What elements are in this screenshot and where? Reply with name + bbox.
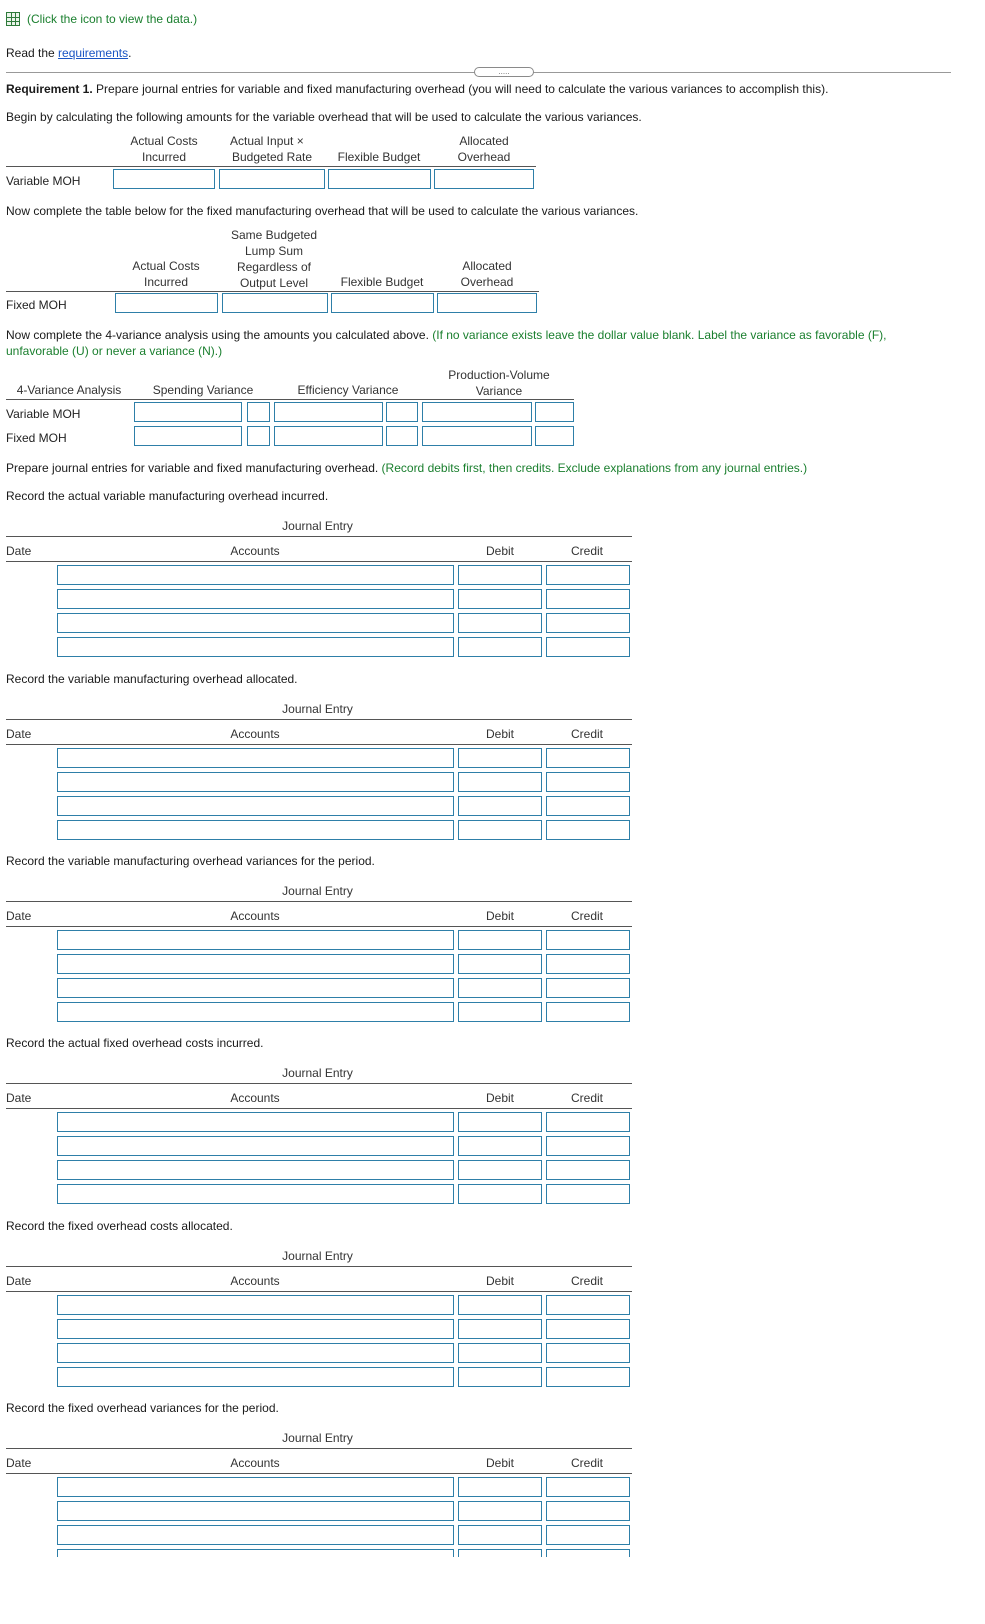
va-header-spending: Spending Variance	[152, 383, 254, 397]
journal-account-input[interactable]	[57, 930, 454, 950]
journal-account-input[interactable]	[57, 796, 454, 816]
journal-account-input[interactable]	[57, 978, 454, 998]
journal-credit-input[interactable]	[546, 1549, 630, 1557]
requirement-1-text: Prepare journal entries for variable and fixed manufacturing overhead (you will need to calculate the various variances to accomplish this).	[92, 82, 829, 96]
journal-instruction: Record the variable manufacturing overhead allocated.	[6, 672, 298, 686]
journal-account-input[interactable]	[57, 1501, 454, 1521]
va-var-spending-amount[interactable]	[134, 402, 242, 422]
journal-account-input[interactable]	[57, 589, 454, 609]
journal-credit-input[interactable]	[546, 930, 630, 950]
va-header-efficiency: Efficiency Variance	[297, 383, 399, 397]
journal-col-accounts: Accounts	[230, 727, 280, 741]
journal-debit-input[interactable]	[458, 1136, 542, 1156]
journal-credit-input[interactable]	[546, 1160, 630, 1180]
journal-col-accounts: Accounts	[230, 1091, 280, 1105]
va-fix-efficiency-amount[interactable]	[274, 426, 383, 446]
journal-account-input[interactable]	[57, 1343, 454, 1363]
journal-col-credit: Credit	[570, 727, 603, 741]
journal-account-input[interactable]	[57, 820, 454, 840]
variance-intro-text: Now complete the 4-variance analysis using the amounts you calculated above.	[6, 328, 429, 342]
fix-header-flex: Flexible Budget	[340, 275, 424, 289]
va-fix-efficiency-label[interactable]	[386, 426, 418, 446]
journal-account-input[interactable]	[57, 954, 454, 974]
journal-debit-input[interactable]	[458, 1184, 542, 1204]
journal-debit-input[interactable]	[458, 1367, 542, 1387]
journal-col-date: Date	[6, 1091, 32, 1105]
journal-credit-input[interactable]	[546, 1525, 630, 1545]
journal-credit-input[interactable]	[546, 565, 630, 585]
fix-header-alloc	[437, 258, 537, 290]
fix-header-actual-l1: Actual Costs	[132, 259, 200, 273]
va-row-variable-label: Variable MOH	[6, 407, 81, 421]
journal-entry-title: Journal Entry	[282, 702, 353, 716]
journal-account-input[interactable]	[57, 1002, 454, 1022]
var-actual-input[interactable]	[113, 169, 215, 189]
journal-credit-input[interactable]	[546, 637, 630, 657]
journal-title-rule	[6, 536, 632, 537]
journal-credit-input[interactable]	[546, 748, 630, 768]
journal-credit-input[interactable]	[546, 796, 630, 816]
journal-col-credit: Credit	[570, 544, 603, 558]
journal-debit-input[interactable]	[458, 978, 542, 998]
journal-debit-input[interactable]	[458, 1549, 542, 1557]
journal-col-debit: Debit	[485, 1456, 514, 1470]
journal-debit-input[interactable]	[458, 772, 542, 792]
var-header-actual-l2: Incurred	[141, 150, 187, 164]
journal-account-input[interactable]	[57, 1525, 454, 1545]
journal-entry-title: Journal Entry	[282, 1249, 353, 1263]
journal-entry-title: Journal Entry	[282, 1066, 353, 1080]
journal-col-debit: Debit	[485, 1274, 514, 1288]
journal-debit-input[interactable]	[458, 589, 542, 609]
var-header-actual	[115, 133, 213, 165]
fix-header-alloc-l2: Overhead	[460, 275, 514, 289]
read-requirements	[6, 46, 131, 60]
journal-credit-input[interactable]	[546, 1136, 630, 1156]
journal-debit-input[interactable]	[458, 1477, 542, 1497]
journal-title-rule	[6, 1266, 632, 1267]
journal-header-rule	[6, 1291, 632, 1292]
journal-account-input[interactable]	[57, 565, 454, 585]
journal-intro	[6, 461, 807, 475]
read-prefix: Read the	[6, 46, 59, 60]
var-header-input-l1: Actual Input ×	[230, 134, 304, 148]
journal-col-debit: Debit	[485, 909, 514, 923]
fix-header-same-l3: Regardless of	[236, 260, 312, 274]
va-fix-prod-amount[interactable]	[422, 426, 532, 446]
journal-debit-input[interactable]	[458, 930, 542, 950]
journal-col-debit: Debit	[485, 1091, 514, 1105]
journal-account-input[interactable]	[57, 1319, 454, 1339]
journal-debit-input[interactable]	[458, 1501, 542, 1521]
journal-header-rule	[6, 1108, 632, 1109]
va-header-rule	[6, 399, 574, 400]
journal-account-input[interactable]	[57, 1136, 454, 1156]
journal-credit-input[interactable]	[546, 1501, 630, 1521]
fix-header-same-l2: Lump Sum	[244, 244, 304, 258]
var-header-alloc	[434, 133, 534, 165]
fix-alloc-input[interactable]	[437, 293, 537, 313]
requirements-link[interactable]: requirements	[58, 46, 129, 60]
journal-credit-input[interactable]	[546, 820, 630, 840]
journal-col-accounts: Accounts	[230, 544, 280, 558]
journal-credit-input[interactable]	[546, 589, 630, 609]
journal-debit-input[interactable]	[458, 565, 542, 585]
journal-account-input[interactable]	[57, 1549, 454, 1557]
journal-debit-input[interactable]	[458, 1343, 542, 1363]
journal-header-rule	[6, 561, 632, 562]
journal-account-input[interactable]	[57, 1112, 454, 1132]
fix-lump-sum-input[interactable]	[222, 293, 328, 313]
var-flex-input[interactable]	[328, 169, 431, 189]
fix-header-rule	[6, 291, 539, 292]
top-cut-text	[6, 0, 9, 5]
journal-title-rule	[6, 1448, 632, 1449]
va-fix-spending-amount[interactable]	[134, 426, 242, 446]
journal-account-input[interactable]	[57, 1160, 454, 1180]
va-header-title: 4-Variance Analysis	[16, 383, 122, 397]
journal-debit-input[interactable]	[458, 1295, 542, 1315]
journal-debit-input[interactable]	[458, 613, 542, 633]
fix-header-actual-l2: Incurred	[143, 275, 189, 289]
journal-account-input[interactable]	[57, 1184, 454, 1204]
va-var-prod-label[interactable]	[535, 402, 574, 422]
journal-debit-input[interactable]	[458, 637, 542, 657]
var-alloc-input[interactable]	[434, 169, 534, 189]
journal-col-date: Date	[6, 909, 32, 923]
var-budget-rate-input[interactable]	[219, 169, 325, 189]
journal-col-credit: Credit	[570, 909, 603, 923]
var-header-input-l2: Budgeted Rate	[231, 150, 313, 164]
variable-intro: Begin by calculating the following amounts for the variable overhead that will be used to calculate the various variances.	[6, 110, 642, 124]
journal-credit-input[interactable]	[546, 978, 630, 998]
journal-debit-input[interactable]	[458, 1319, 542, 1339]
journal-account-input[interactable]	[57, 1295, 454, 1315]
var-header-alloc-l1: Allocated	[459, 134, 509, 148]
var-row-label: Variable MOH	[6, 174, 81, 188]
journal-intro-text: Prepare journal entries for variable and fixed manufacturing overhead.	[6, 461, 379, 475]
journal-col-accounts: Accounts	[230, 909, 280, 923]
journal-debit-input[interactable]	[458, 1160, 542, 1180]
journal-note: (Record debits first, then credits. Exclude explanations from any journal entries.)	[378, 461, 808, 475]
fix-row-label: Fixed MOH	[6, 298, 67, 312]
journal-entry-title: Journal Entry	[282, 884, 353, 898]
journal-credit-input[interactable]	[546, 613, 630, 633]
journal-debit-input[interactable]	[458, 1002, 542, 1022]
read-suffix: .	[128, 46, 132, 60]
journal-col-date: Date	[6, 727, 32, 741]
journal-account-input[interactable]	[57, 772, 454, 792]
journal-title-rule	[6, 901, 632, 902]
fix-header-same	[220, 227, 328, 291]
va-row-fixed-label: Fixed MOH	[6, 431, 67, 445]
journal-credit-input[interactable]	[546, 1112, 630, 1132]
variance-intro	[6, 328, 886, 342]
fix-actual-input[interactable]	[115, 293, 218, 313]
journal-account-input[interactable]	[57, 1477, 454, 1497]
journal-col-accounts: Accounts	[230, 1456, 280, 1470]
fix-header-same-l4: Output Level	[239, 276, 309, 290]
journal-title-rule	[6, 719, 632, 720]
journal-col-date: Date	[6, 1274, 32, 1288]
va-fix-prod-label[interactable]	[535, 426, 574, 446]
journal-credit-input[interactable]	[546, 1002, 630, 1022]
va-fix-spending-label[interactable]	[247, 426, 270, 446]
journal-instruction: Record the actual variable manufacturing overhead incurred.	[6, 489, 329, 503]
fix-header-alloc-l1: Allocated	[462, 259, 512, 273]
journal-col-date: Date	[6, 544, 32, 558]
journal-credit-input[interactable]	[546, 1477, 630, 1497]
journal-debit-input[interactable]	[458, 820, 542, 840]
data-table-icon[interactable]	[6, 12, 20, 26]
journal-credit-input[interactable]	[546, 1319, 630, 1339]
fix-header-actual	[116, 258, 216, 290]
journal-header-rule	[6, 744, 632, 745]
variance-note-2: unfavorable (U) or never a variance (N).)	[6, 344, 223, 358]
journal-debit-input[interactable]	[458, 1525, 542, 1545]
journal-debit-input[interactable]	[458, 954, 542, 974]
variance-note: (If no variance exists leave the dollar value blank. Label the variance as favorable (F),	[428, 328, 887, 342]
va-var-efficiency-label[interactable]	[386, 402, 418, 422]
journal-col-credit: Credit	[570, 1456, 603, 1470]
expand-button[interactable]: .....	[474, 67, 534, 77]
view-data-link[interactable]: (Click the icon to view the data.)	[27, 12, 198, 26]
journal-credit-input[interactable]	[546, 1184, 630, 1204]
var-header-flex: Flexible Budget	[337, 150, 421, 164]
va-var-efficiency-amount[interactable]	[274, 402, 383, 422]
journal-col-credit: Credit	[570, 1274, 603, 1288]
journal-header-rule	[6, 926, 632, 927]
fix-flex-input[interactable]	[331, 293, 434, 313]
var-header-alloc-l2: Overhead	[457, 150, 511, 164]
journal-credit-input[interactable]	[546, 1295, 630, 1315]
journal-entry-title: Journal Entry	[282, 519, 353, 533]
journal-header-rule	[6, 1473, 632, 1474]
journal-col-credit: Credit	[570, 1091, 603, 1105]
journal-col-accounts: Accounts	[230, 1274, 280, 1288]
journal-col-debit: Debit	[485, 727, 514, 741]
journal-instruction: Record the fixed overhead variances for the period.	[6, 1401, 279, 1415]
journal-instruction: Record the actual fixed overhead costs incurred.	[6, 1036, 264, 1050]
journal-account-input[interactable]	[57, 637, 454, 657]
var-header-actual-l1: Actual Costs	[130, 134, 198, 148]
journal-account-input[interactable]	[57, 613, 454, 633]
journal-instruction: Record the variable manufacturing overhead variances for the period.	[6, 854, 375, 868]
journal-title-rule	[6, 1083, 632, 1084]
var-header-input	[220, 133, 324, 165]
fix-header-same-l1: Same Budgeted	[230, 228, 318, 242]
journal-debit-input[interactable]	[458, 748, 542, 768]
fixed-intro: Now complete the table below for the fixed manufacturing overhead that will be used to calculate the various variances.	[6, 204, 639, 218]
journal-credit-input[interactable]	[546, 772, 630, 792]
va-header-prod-l1: Production-Volume	[448, 368, 550, 382]
journal-account-input[interactable]	[57, 748, 454, 768]
var-header-rule	[6, 166, 536, 167]
va-var-prod-amount[interactable]	[422, 402, 532, 422]
journal-credit-input[interactable]	[546, 1367, 630, 1387]
journal-account-input[interactable]	[57, 1367, 454, 1387]
requirement-1	[6, 82, 828, 96]
requirement-1-label: Requirement 1.	[6, 82, 93, 96]
journal-debit-input[interactable]	[458, 796, 542, 816]
va-header-prod	[424, 367, 574, 399]
journal-debit-input[interactable]	[458, 1112, 542, 1132]
va-var-spending-label[interactable]	[247, 402, 270, 422]
journal-col-debit: Debit	[485, 544, 514, 558]
va-header-prod-l2: Variance	[475, 384, 523, 398]
journal-credit-input[interactable]	[546, 1343, 630, 1363]
journal-col-date: Date	[6, 1456, 32, 1470]
journal-instruction: Record the fixed overhead costs allocated.	[6, 1219, 233, 1233]
journal-credit-input[interactable]	[546, 954, 630, 974]
journal-entry-title: Journal Entry	[282, 1431, 353, 1445]
